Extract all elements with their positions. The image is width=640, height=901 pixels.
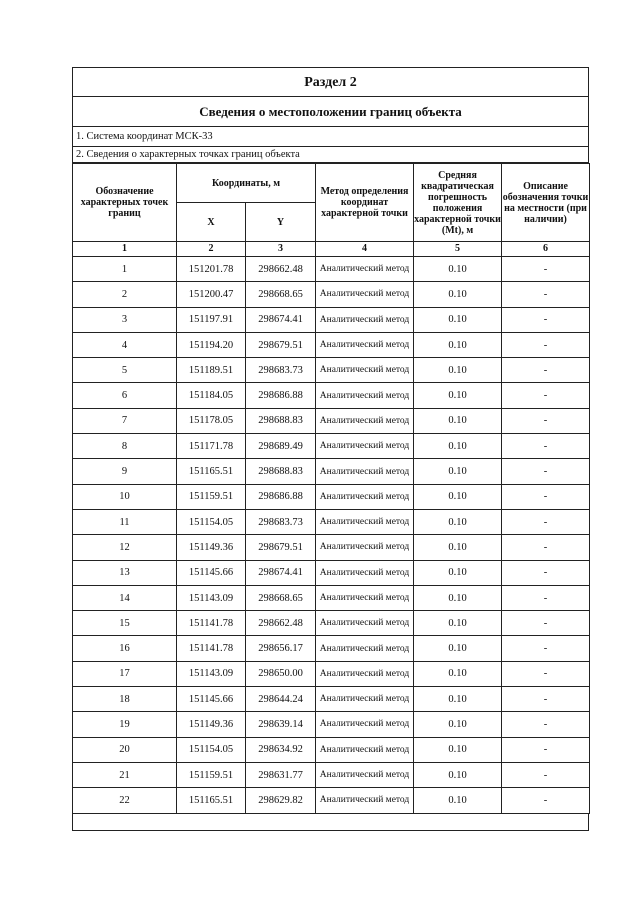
table-row — [73, 560, 590, 585]
coord-x: 151141.78 — [177, 611, 246, 636]
coord-x: 151194.20 — [177, 332, 246, 357]
coord-y: 298650.00 — [246, 661, 316, 686]
method-cell: Аналитический метод — [316, 661, 414, 686]
error-cell: 0.10 — [414, 762, 502, 787]
header-coordinates: Координаты, м — [177, 164, 316, 203]
header-description: Описание обозначения точки на местности (при наличии) — [502, 164, 590, 242]
coord-x: 151178.05 — [177, 408, 246, 433]
table-row — [73, 535, 590, 560]
coord-x: 151189.51 — [177, 358, 246, 383]
error-cell: 0.10 — [414, 737, 502, 762]
description-cell: - — [502, 687, 590, 712]
coord-x: 151165.51 — [177, 459, 246, 484]
header-x: X — [177, 203, 246, 242]
coord-y: 298686.88 — [246, 383, 316, 408]
point-number: 4 — [73, 332, 177, 357]
coord-y: 298674.41 — [246, 560, 316, 585]
method-cell: Аналитический метод — [316, 560, 414, 585]
point-number: 1 — [73, 257, 177, 282]
method-cell: Аналитический метод — [316, 484, 414, 509]
coord-y: 298668.65 — [246, 585, 316, 610]
table-row — [73, 712, 590, 737]
document-page — [72, 67, 589, 831]
method-cell: Аналитический метод — [316, 307, 414, 332]
coord-y: 298668.65 — [246, 282, 316, 307]
coord-x: 151154.05 — [177, 509, 246, 534]
coord-y: 298683.73 — [246, 509, 316, 534]
coord-y: 298631.77 — [246, 762, 316, 787]
point-number: 14 — [73, 585, 177, 610]
column-number: 3 — [246, 242, 316, 257]
method-cell: Аналитический метод — [316, 687, 414, 712]
description-cell: - — [502, 712, 590, 737]
coord-y: 298662.48 — [246, 611, 316, 636]
coord-x: 151201.78 — [177, 257, 246, 282]
description-cell: - — [502, 459, 590, 484]
description-cell: - — [502, 737, 590, 762]
table-row — [73, 358, 590, 383]
description-cell: - — [502, 661, 590, 686]
points-line: 2. Сведения о характерных точках границ объекта — [73, 147, 588, 163]
description-cell: - — [502, 383, 590, 408]
header-error: Средняя квадратическая погрешность положения характерной точки (Mt), м — [414, 164, 502, 242]
method-cell: Аналитический метод — [316, 282, 414, 307]
description-cell: - — [502, 788, 590, 813]
error-cell: 0.10 — [414, 585, 502, 610]
column-number: 2 — [177, 242, 246, 257]
description-cell: - — [502, 611, 590, 636]
method-cell: Аналитический метод — [316, 408, 414, 433]
method-cell: Аналитический метод — [316, 434, 414, 459]
table-row — [73, 257, 590, 282]
method-cell: Аналитический метод — [316, 332, 414, 357]
point-number: 21 — [73, 762, 177, 787]
description-cell: - — [502, 585, 590, 610]
error-cell: 0.10 — [414, 459, 502, 484]
point-number: 16 — [73, 636, 177, 661]
point-number: 12 — [73, 535, 177, 560]
method-cell: Аналитический метод — [316, 459, 414, 484]
error-cell: 0.10 — [414, 434, 502, 459]
method-cell: Аналитический метод — [316, 737, 414, 762]
error-cell: 0.10 — [414, 383, 502, 408]
point-number: 22 — [73, 788, 177, 813]
table-row — [73, 762, 590, 787]
table-row — [73, 434, 590, 459]
header-designation: Обозначение характерных точек границ — [73, 164, 177, 242]
coord-y: 298662.48 — [246, 257, 316, 282]
description-cell: - — [502, 257, 590, 282]
table-row — [73, 585, 590, 610]
table-body — [73, 257, 590, 814]
point-number: 2 — [73, 282, 177, 307]
table-footer-row — [72, 814, 589, 831]
description-cell: - — [502, 560, 590, 585]
section-block — [72, 67, 589, 163]
coord-y: 298689.49 — [246, 434, 316, 459]
coord-y: 298688.83 — [246, 408, 316, 433]
error-cell: 0.10 — [414, 636, 502, 661]
point-number: 9 — [73, 459, 177, 484]
header-y: Y — [246, 203, 316, 242]
description-cell: - — [502, 282, 590, 307]
point-number: 19 — [73, 712, 177, 737]
error-cell: 0.10 — [414, 788, 502, 813]
point-number: 18 — [73, 687, 177, 712]
table-row — [73, 332, 590, 357]
coord-x: 151184.05 — [177, 383, 246, 408]
coord-y: 298629.82 — [246, 788, 316, 813]
table-row — [73, 687, 590, 712]
coord-x: 151143.09 — [177, 661, 246, 686]
column-number: 4 — [316, 242, 414, 257]
description-cell: - — [502, 332, 590, 357]
description-cell: - — [502, 358, 590, 383]
coord-x: 151143.09 — [177, 585, 246, 610]
error-cell: 0.10 — [414, 712, 502, 737]
coord-y: 298679.51 — [246, 332, 316, 357]
coord-x: 151145.66 — [177, 687, 246, 712]
description-cell: - — [502, 307, 590, 332]
point-number: 13 — [73, 560, 177, 585]
error-cell: 0.10 — [414, 560, 502, 585]
point-number: 11 — [73, 509, 177, 534]
error-cell: 0.10 — [414, 358, 502, 383]
coord-x: 151154.05 — [177, 737, 246, 762]
points-table — [72, 163, 590, 814]
error-cell: 0.10 — [414, 535, 502, 560]
coord-y: 298683.73 — [246, 358, 316, 383]
coord-x: 151159.51 — [177, 484, 246, 509]
error-cell: 0.10 — [414, 332, 502, 357]
coord-x: 151197.91 — [177, 307, 246, 332]
method-cell: Аналитический метод — [316, 611, 414, 636]
error-cell: 0.10 — [414, 484, 502, 509]
coord-x: 151165.51 — [177, 788, 246, 813]
section-title: Раздел 2 — [73, 68, 588, 97]
description-cell: - — [502, 408, 590, 433]
column-number: 6 — [502, 242, 590, 257]
method-cell: Аналитический метод — [316, 257, 414, 282]
table-row — [73, 484, 590, 509]
description-cell: - — [502, 535, 590, 560]
coord-y: 298656.17 — [246, 636, 316, 661]
point-number: 17 — [73, 661, 177, 686]
point-number: 7 — [73, 408, 177, 433]
table-row — [73, 307, 590, 332]
point-number: 8 — [73, 434, 177, 459]
coord-system-line: 1. Система координат МСК-33 — [73, 127, 588, 147]
description-cell: - — [502, 636, 590, 661]
table-row — [73, 611, 590, 636]
table-row — [73, 459, 590, 484]
table-row — [73, 509, 590, 534]
coord-y: 298688.83 — [246, 459, 316, 484]
method-cell: Аналитический метод — [316, 762, 414, 787]
coord-x: 151149.36 — [177, 712, 246, 737]
error-cell: 0.10 — [414, 282, 502, 307]
description-cell: - — [502, 762, 590, 787]
point-number: 20 — [73, 737, 177, 762]
coord-x: 151171.78 — [177, 434, 246, 459]
table-row — [73, 636, 590, 661]
method-cell: Аналитический метод — [316, 358, 414, 383]
method-cell: Аналитический метод — [316, 712, 414, 737]
header-method: Метод определения координат характерной точки — [316, 164, 414, 242]
table-row — [73, 661, 590, 686]
table-row — [73, 383, 590, 408]
error-cell: 0.10 — [414, 611, 502, 636]
error-cell: 0.10 — [414, 408, 502, 433]
coord-y: 298674.41 — [246, 307, 316, 332]
point-number: 3 — [73, 307, 177, 332]
column-number: 1 — [73, 242, 177, 257]
method-cell: Аналитический метод — [316, 636, 414, 661]
method-cell: Аналитический метод — [316, 585, 414, 610]
table-row — [73, 282, 590, 307]
method-cell: Аналитический метод — [316, 509, 414, 534]
error-cell: 0.10 — [414, 509, 502, 534]
coord-x: 151145.66 — [177, 560, 246, 585]
table-row — [73, 788, 590, 813]
point-number: 6 — [73, 383, 177, 408]
coord-x: 151141.78 — [177, 636, 246, 661]
coord-y: 298639.14 — [246, 712, 316, 737]
coord-y: 298679.51 — [246, 535, 316, 560]
table-row — [73, 737, 590, 762]
coord-x: 151159.51 — [177, 762, 246, 787]
coord-x: 151200.47 — [177, 282, 246, 307]
point-number: 10 — [73, 484, 177, 509]
description-cell: - — [502, 509, 590, 534]
description-cell: - — [502, 434, 590, 459]
coord-y: 298644.24 — [246, 687, 316, 712]
error-cell: 0.10 — [414, 661, 502, 686]
point-number: 5 — [73, 358, 177, 383]
error-cell: 0.10 — [414, 307, 502, 332]
method-cell: Аналитический метод — [316, 788, 414, 813]
error-cell: 0.10 — [414, 687, 502, 712]
column-number: 5 — [414, 242, 502, 257]
coord-y: 298634.92 — [246, 737, 316, 762]
table-row — [73, 408, 590, 433]
method-cell: Аналитический метод — [316, 383, 414, 408]
method-cell: Аналитический метод — [316, 535, 414, 560]
description-cell: - — [502, 484, 590, 509]
coord-y: 298686.88 — [246, 484, 316, 509]
subtitle: Сведения о местоположении границ объекта — [73, 97, 588, 127]
error-cell: 0.10 — [414, 257, 502, 282]
point-number: 15 — [73, 611, 177, 636]
coord-x: 151149.36 — [177, 535, 246, 560]
